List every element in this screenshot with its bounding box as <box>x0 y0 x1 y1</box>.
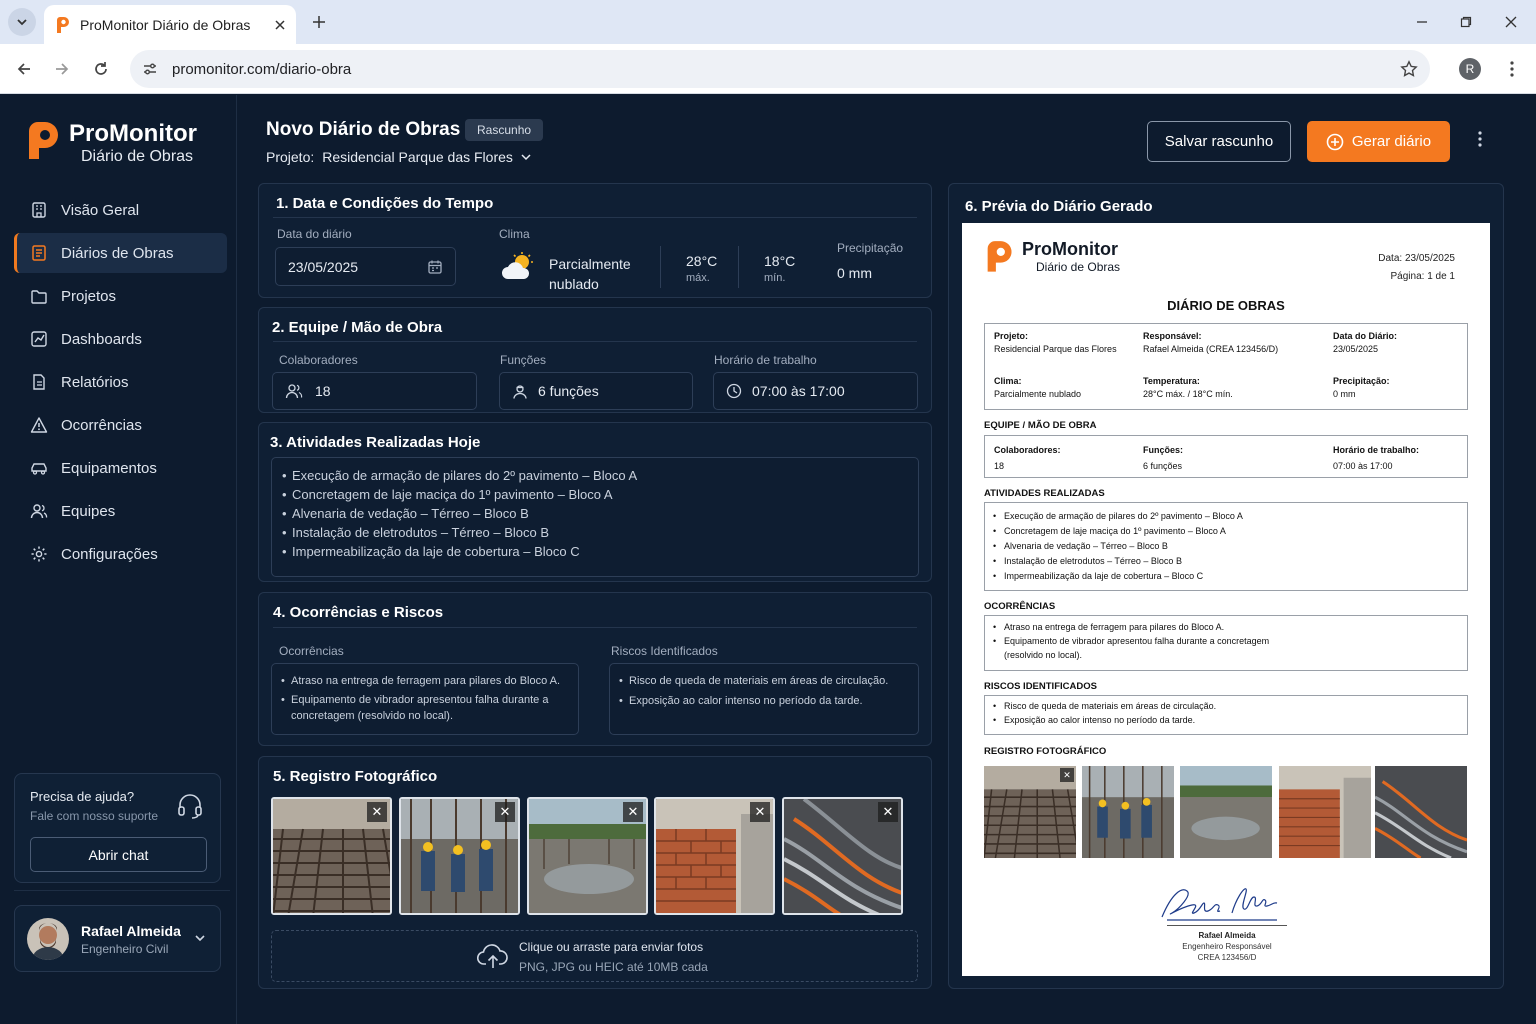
preview-occurrences-box <box>984 615 1468 671</box>
signature-line <box>1167 925 1287 926</box>
calendar-icon[interactable] <box>427 259 443 275</box>
sidebar-item-label: Visão Geral <box>61 201 140 219</box>
sidebar-item-label: Equipes <box>61 502 116 520</box>
list-item: • Instalação de eletrodutos – Térreo – Bloco B <box>993 554 1243 569</box>
minimize-icon <box>1416 16 1428 28</box>
sidebar-divider <box>14 890 230 891</box>
divider <box>273 217 917 218</box>
diary-preview-document[interactable] <box>962 223 1490 976</box>
min-temp: 18°C <box>764 253 796 269</box>
activities-list[interactable] <box>271 457 919 577</box>
browser-tab[interactable] <box>44 5 296 44</box>
profile-avatar[interactable]: R <box>1459 58 1481 80</box>
preview-date: Data: 23/05/2025 <box>1378 253 1455 264</box>
preview-photo-excavation <box>1180 766 1272 858</box>
photo-thumbnail-workers[interactable] <box>399 797 520 915</box>
logo-subtitle: Diário de Obras <box>81 148 194 165</box>
tab-search-button[interactable] <box>8 8 36 36</box>
preview-date-info <box>1378 250 1455 286</box>
sidebar-item-projetos[interactable] <box>14 276 227 316</box>
browser-menu-button[interactable] <box>1500 57 1524 81</box>
project-label: Projeto: <box>266 149 315 165</box>
precip-label: Precipitação <box>837 241 904 255</box>
building-icon <box>30 201 48 219</box>
minimize-button[interactable] <box>1409 10 1435 34</box>
browser-tab-bar <box>0 0 1536 44</box>
max-temp: 28°C <box>686 253 718 269</box>
user-role: Engenheiro Civil <box>81 942 169 956</box>
arrow-left-icon <box>16 61 32 77</box>
preview-logo <box>986 239 1120 274</box>
list-item: • Risco de queda de materiais em áreas de circulação. <box>619 673 909 689</box>
func-label: Funções <box>500 353 547 367</box>
sidebar-item-equipamentos[interactable] <box>14 448 227 488</box>
risks-card-title: 4. Ocorrências e Riscos <box>273 604 444 621</box>
preview-temperatura: Temperatura: 28°C máx. / 18°C mín. <box>1143 376 1233 399</box>
maximize-button[interactable] <box>1453 10 1479 34</box>
partly-cloudy-icon <box>501 252 535 280</box>
url-text[interactable]: promonitor.com/diario-obra <box>172 60 352 78</box>
signer-name: Rafael Almeida <box>1198 931 1256 940</box>
projects-icon <box>30 287 48 305</box>
save-draft-button[interactable]: Salvar rascunho <box>1147 121 1291 162</box>
preview-photo-workers <box>1082 766 1174 858</box>
upload-title: Clique ou arraste para enviar fotos <box>519 940 704 954</box>
weather-card-title: 1. Data e Condições do Tempo <box>276 195 494 212</box>
team-card-title: 2. Equipe / Mão de Obra <box>272 319 443 336</box>
risks-label: Riscos Identificados <box>611 644 718 658</box>
climate-label: Clima <box>499 227 530 241</box>
remove-photo-button[interactable]: ✕ <box>750 802 770 822</box>
divider <box>273 627 917 628</box>
sidebar-item-label: Projetos <box>61 287 117 305</box>
plus-icon <box>312 15 326 29</box>
preview-responsavel: Responsável: Rafael Almeida (CREA 123456/D) <box>1143 331 1279 354</box>
gear-icon <box>30 545 48 563</box>
preview-photo-brick-wall <box>1279 766 1371 858</box>
occurrences-label: Ocorrências <box>279 644 344 658</box>
sidebar-item-label: Configurações <box>61 545 158 563</box>
list-item: • Atraso na entrega de ferragem para pilares do Bloco A. <box>993 620 1269 634</box>
list-item: • Exposição ao calor intenso no período da tarde. <box>619 693 909 709</box>
preview-activities-heading: ATIVIDADES REALIZADAS <box>984 488 1105 499</box>
list-item: • Alvenaria de vedação – Térreo – Bloco B <box>282 504 908 523</box>
preview-occurrences-heading: OCORRÊNCIAS <box>984 601 1056 612</box>
team-icon <box>30 502 48 520</box>
project-selector[interactable] <box>266 149 533 165</box>
open-chat-button[interactable]: Abrir chat <box>30 837 207 872</box>
list-item: • Execução de armação de pilares do 2º pavimento – Bloco A <box>993 509 1243 524</box>
list-item: • Impermeabilização da laje de cobertura – Bloco C <box>993 569 1243 584</box>
activities-card <box>258 422 932 582</box>
photo-upload-dropzone[interactable] <box>271 930 918 982</box>
avatar <box>27 918 69 960</box>
address-bar[interactable] <box>130 50 1430 88</box>
clock-icon <box>726 383 742 399</box>
list-item: • Atraso na entrega de ferragem para pilares do Bloco A. <box>281 673 569 689</box>
preview-data: Data do Diário: 23/05/2025 <box>1333 331 1398 354</box>
hours-label: Horário de trabalho <box>714 353 817 367</box>
preview-page: Página: 1 de 1 <box>1390 271 1455 282</box>
preview-project-box <box>984 323 1468 410</box>
preview-logo-subtitle: Diário de Obras <box>1036 260 1121 274</box>
project-name: Residencial Parque das Flores <box>322 149 513 165</box>
preview-occurrences-list <box>993 620 1269 662</box>
plus-circle-icon <box>1326 133 1344 151</box>
new-tab-button[interactable] <box>306 9 332 35</box>
chevron-down-icon <box>519 150 533 164</box>
list-item: • Concretagem de laje maciça do 1º pavimento – Bloco A <box>993 524 1243 539</box>
reload-icon <box>93 61 109 77</box>
preview-photos-heading: REGISTRO FOTOGRÁFICO <box>984 746 1107 757</box>
sidebar-item-ocorrencias[interactable] <box>14 405 227 445</box>
preview-risks-box <box>984 695 1468 735</box>
weather-card <box>258 183 932 298</box>
sidebar-item-visao-geral[interactable] <box>14 190 227 230</box>
worker-icon <box>512 383 528 399</box>
signature-block <box>1152 883 1302 963</box>
hours-input[interactable] <box>713 372 918 410</box>
help-subtitle: Fale com nosso suporte <box>30 809 159 823</box>
preview-photo-conduits <box>1375 766 1467 858</box>
divider <box>738 246 739 288</box>
forward-button[interactable] <box>49 56 75 82</box>
divider <box>660 246 661 288</box>
more-vertical-icon <box>1510 61 1514 77</box>
page-title: Novo Diário de Obras <box>266 119 461 140</box>
preview-colaboradores: Colaboradores: 18 <box>994 445 1061 471</box>
vehicle-icon <box>30 459 48 477</box>
date-input[interactable] <box>275 247 456 286</box>
preview-photo-rebar <box>984 766 1076 858</box>
signer-role: Engenheiro Responsável <box>1182 942 1272 951</box>
date-value: 23/05/2025 <box>288 258 359 275</box>
precip-value: 0 mm <box>837 265 872 281</box>
tab-title: ProMonitor Diário de Obras <box>80 16 251 33</box>
sidebar-item-equipes[interactable] <box>14 491 227 531</box>
photo-thumbnail-brick-wall[interactable] <box>654 797 775 915</box>
promonitor-logo-icon <box>986 239 1014 273</box>
preview-activities-list <box>993 509 1243 584</box>
more-options-button[interactable] <box>1468 131 1492 155</box>
user-profile[interactable] <box>14 905 221 972</box>
reload-button[interactable] <box>88 56 114 82</box>
sidebar-item-label: Equipamentos <box>61 459 157 477</box>
preview-projeto: Projeto: Residencial Parque das Flores <box>994 331 1117 354</box>
preview-doc-title: DIÁRIO DE OBRAS <box>1167 298 1285 313</box>
risks-list[interactable] <box>609 663 919 735</box>
activities-card-title: 3. Atividades Realizadas Hoje <box>270 434 481 451</box>
func-value: 6 funções <box>538 383 599 399</box>
climate-value <box>549 254 631 294</box>
restore-icon <box>1460 16 1472 28</box>
photo-thumbnail-conduits[interactable] <box>782 797 903 915</box>
dashboard-icon <box>30 330 48 348</box>
browser-toolbar <box>0 44 1536 94</box>
signer-crea: CREA 123456/D <box>1197 953 1257 962</box>
preview-card-title: 6. Prévia do Diário Gerado <box>965 198 1153 215</box>
close-icon <box>1505 16 1517 28</box>
min-temp-label: mín. <box>764 272 786 284</box>
preview-risks-heading: RISCOS IDENTIFICADOS <box>984 681 1097 692</box>
climate-line-1: Parcialmente <box>549 256 631 272</box>
sidebar-item-label: Dashboards <box>61 330 142 348</box>
chevron-down-icon <box>16 16 28 28</box>
upload-hint: PNG, JPG ou HEIC até 10MB cada <box>519 960 708 974</box>
generate-label: Gerar diário <box>1351 133 1432 150</box>
sidebar-item-label: Diários de Obras <box>61 244 174 262</box>
occurrences-list[interactable] <box>271 663 579 735</box>
collab-label: Colaboradores <box>279 353 358 367</box>
preview-funcoes: Funções: 6 funções <box>1143 445 1184 471</box>
signature-image <box>1152 883 1302 925</box>
close-icon[interactable] <box>274 19 286 31</box>
climate-line-2: nublado <box>549 276 599 292</box>
diary-icon <box>30 244 48 262</box>
remove-photo-button[interactable]: ✕ <box>495 802 515 822</box>
bookmark-star-icon[interactable] <box>1400 60 1418 78</box>
list-item: • Risco de queda de materiais em áreas de circulação. <box>993 699 1216 713</box>
help-card <box>14 773 221 883</box>
list-item: • Concretagem de laje maciça do 1º pavimento – Bloco A <box>282 485 908 504</box>
list-item: • Impermeabilização da laje de cobertura – Bloco C <box>282 542 908 561</box>
preview-horario: Horário de trabalho: 07:00 às 17:00 <box>1333 445 1420 471</box>
preview-clima: Clima: Parcialmente nublado <box>994 376 1082 399</box>
list-item: • Exposição ao calor intenso no período da tarde. <box>993 713 1216 727</box>
list-item: • Alvenaria de vedação – Térreo – Bloco B <box>993 539 1243 554</box>
close-window-button[interactable] <box>1498 10 1524 34</box>
promonitor-favicon <box>54 16 72 34</box>
photo-thumbnail-rebar[interactable] <box>271 797 392 915</box>
arrow-right-icon <box>54 61 70 77</box>
hours-value: 07:00 às 17:00 <box>752 383 845 399</box>
preview-logo-title: ProMonitor <box>1022 239 1118 259</box>
list-item: • Instalação de eletrodutos – Térreo – Bloco B <box>282 523 908 542</box>
chevron-down-icon[interactable] <box>193 931 207 945</box>
list-item: • Equipamento de vibrador apresentou falha durante a concretagem (resolvido no local). <box>281 692 569 724</box>
site-settings-icon[interactable] <box>142 61 158 77</box>
reports-icon <box>30 373 48 391</box>
warning-icon <box>30 416 48 434</box>
app-logo[interactable] <box>27 121 197 167</box>
date-label: Data do diário <box>277 227 352 241</box>
remove-photo-button[interactable]: ✕ <box>367 802 387 822</box>
sidebar-item-dashboards[interactable] <box>14 319 227 359</box>
photos-card-title: 5. Registro Fotográfico <box>273 768 438 785</box>
generate-diary-button[interactable] <box>1307 121 1450 162</box>
risks-card <box>258 592 932 746</box>
sidebar-item-label: Ocorrências <box>61 416 142 434</box>
sidebar-item-relatorios[interactable] <box>14 362 227 402</box>
preview-team-heading: EQUIPE / MÃO DE OBRA <box>984 420 1097 431</box>
sidebar-item-diarios[interactable] <box>14 233 227 273</box>
users-icon <box>285 383 303 399</box>
sidebar-item-label: Relatórios <box>61 373 129 391</box>
preview-activities-box <box>984 502 1468 591</box>
list-item: • Equipamento de vibrador apresentou falha durante a concretagem (resolvido no local). <box>993 634 1269 662</box>
close-icon: ✕ <box>1060 768 1074 782</box>
list-item: • Execução de armação de pilares do 2º pavimento – Bloco A <box>282 466 908 485</box>
sidebar-nav <box>14 190 227 577</box>
preview-team-box <box>984 435 1468 478</box>
sidebar-item-configuracoes[interactable] <box>14 534 227 574</box>
sidebar <box>0 95 237 1024</box>
max-temp-label: máx. <box>686 272 710 284</box>
help-title: Precisa de ajuda? <box>30 789 135 804</box>
preview-precipitacao: Precipitação: 0 mm <box>1333 376 1390 399</box>
remove-photo-button[interactable]: ✕ <box>878 802 898 822</box>
back-button[interactable] <box>11 56 37 82</box>
status-badge: Rascunho <box>465 119 543 141</box>
more-vertical-icon <box>1478 131 1482 147</box>
team-card <box>258 307 932 413</box>
logo-title: ProMonitor <box>69 120 197 147</box>
func-input[interactable] <box>499 372 693 410</box>
collab-input[interactable] <box>272 372 477 410</box>
preview-risks-list <box>993 699 1216 727</box>
divider <box>273 341 917 342</box>
cloud-upload-icon <box>477 943 509 969</box>
remove-photo-button[interactable]: ✕ <box>623 802 643 822</box>
promonitor-logo-icon <box>27 121 61 159</box>
user-name: Rafael Almeida <box>81 923 181 939</box>
headset-icon <box>176 792 204 820</box>
photo-thumbnail-excavation[interactable] <box>527 797 648 915</box>
collab-value: 18 <box>315 383 331 399</box>
